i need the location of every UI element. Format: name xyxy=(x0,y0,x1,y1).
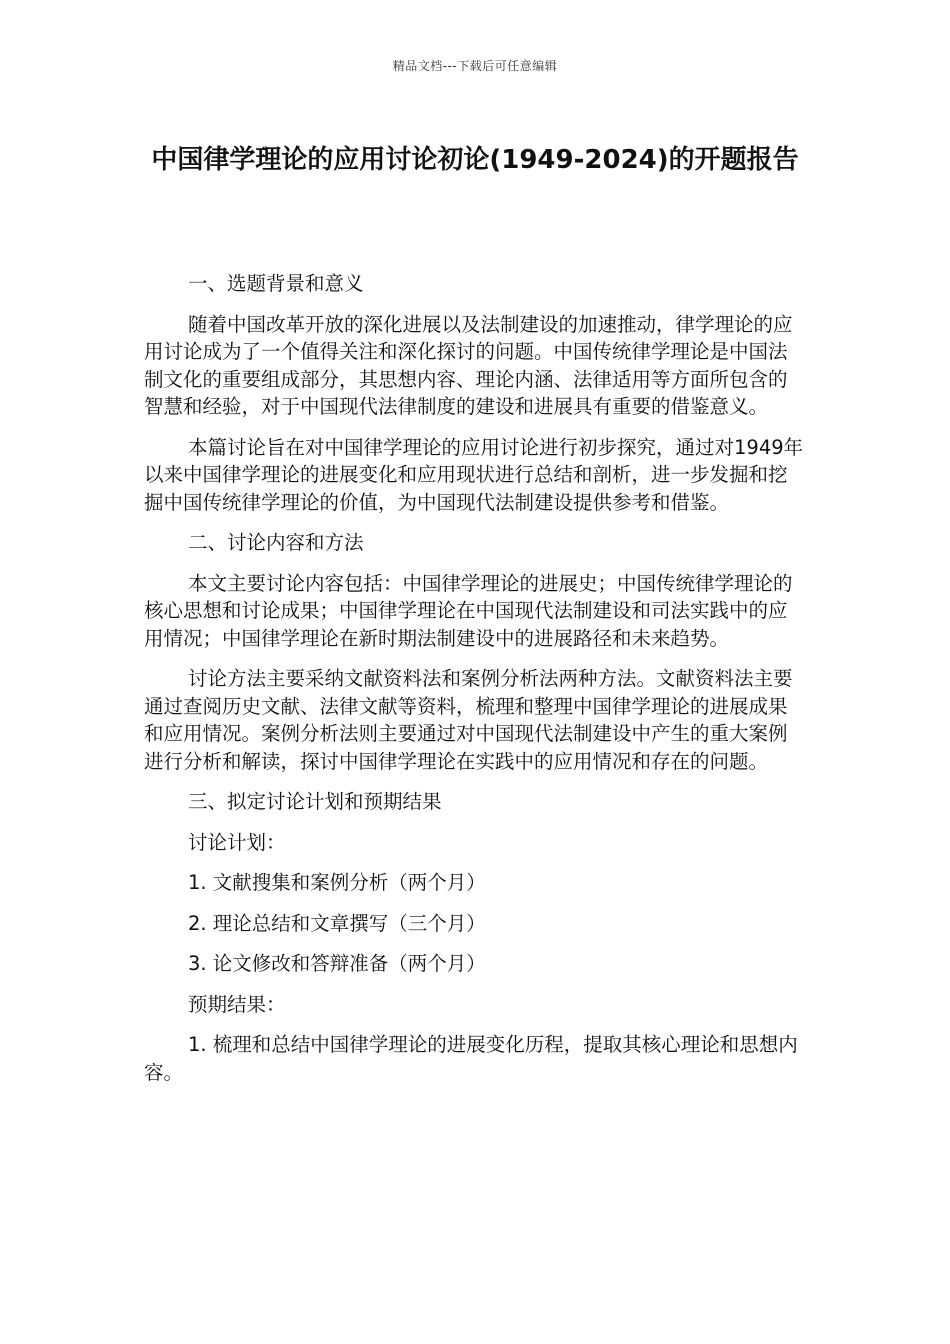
paragraph-purpose: 本篇讨论旨在对中国律学理论的应用讨论进行初步探究，通过对1949年以来中国律学理论的进展变化和应用现状进行总结和剖析，进一步发掘和挖掘中国传统律学理论的价值，为中国现代法制建设提供参考和借鉴。 xyxy=(144,435,804,514)
header-note: 精品文档---下载后可任意编辑 xyxy=(392,59,558,73)
plan-item: 1. 文献搜集和案例分析（两个月） xyxy=(188,871,486,894)
section-heading-2: 二、讨论内容和方法 xyxy=(188,531,364,554)
results-item: 1. 梳理和总结中国律学理论的进展变化历程，提取其核心理论和思想内容。 xyxy=(144,1033,798,1084)
section-heading-1: 一、选题背景和意义 xyxy=(188,272,364,295)
paragraph-background: 随着中国改革开放的深化进展以及法制建设的加速推动，律学理论的应用讨论成为了一个值得关注和深化探讨的问题。中国传统律学理论是中国法制文化的重要组成部分，其思想内容、理论内涵、法律适用等方面所包含的智慧和经验，对于中国现代法律制度的建设和进展具有重要的借鉴意义。 xyxy=(144,312,793,418)
paragraph-content: 本文主要讨论内容包括：中国律学理论的进展史；中国传统律学理论的核心思想和讨论成果；中国律学理论在中国现代法制建设和司法实践中的应用情况；中国律学理论在新时期法制建设中的进展路径和未来趋势。 xyxy=(144,571,793,650)
document-title: 中国律学理论的应用讨论初论(1949-2024)的开题报告 xyxy=(151,145,799,175)
plan-item: 2. 理论总结和文章撰写（三个月） xyxy=(188,911,486,935)
plan-item: 3. 论文修改和答辩准备（两个月） xyxy=(188,952,486,975)
results-label: 预期结果： xyxy=(188,992,286,1016)
paragraph-method: 讨论方法主要采纳文献资料法和案例分析法两种方法。文献资料法主要通过查阅历史文献、法律文献等资料，梳理和整理中国律学理论的进展成果和应用情况。案例分析法则主要通过对中国现代法制建设中产生的重大案例进行分析和解读，探讨中国律学理论在实践中的应用情况和存在的问题。 xyxy=(144,667,793,773)
document-body xyxy=(144,270,806,1099)
plan-label: 讨论计划： xyxy=(188,830,286,854)
section-heading-3: 三、拟定讨论计划和预期结果 xyxy=(188,790,442,813)
